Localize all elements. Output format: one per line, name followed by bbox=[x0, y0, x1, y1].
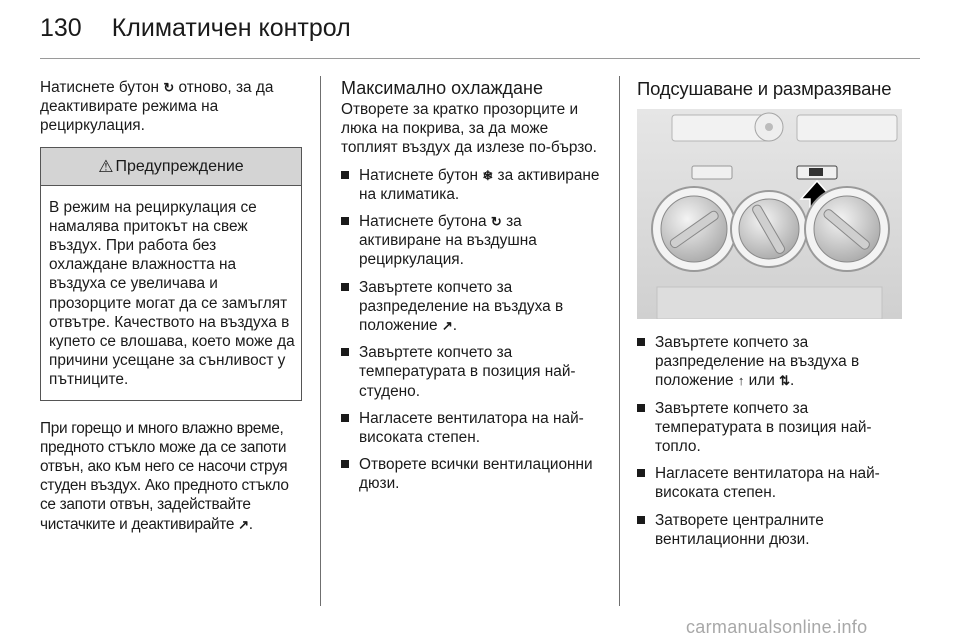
watermark: carmanualsonline.info bbox=[686, 617, 868, 637]
column-3 bbox=[637, 78, 902, 557]
bullet-square-icon bbox=[637, 404, 645, 412]
humid-weather-paragraph: При горещо и много влажно време, предното стъкло може да се запоти отвън, ако към него се насочи струя студен въздух. Ако предното стъкло се запоти отвън, задействайте чистачките и деактивирайте ↗. bbox=[40, 419, 289, 533]
bullet-square-icon bbox=[341, 414, 349, 422]
bullet-square-icon bbox=[341, 171, 349, 179]
defrost-footwell-icon: ⇅ bbox=[779, 373, 791, 389]
list-item: Нагласете вентилатора на най-високата степен. bbox=[637, 464, 902, 502]
warning-triangle-icon: ⚠ bbox=[98, 156, 114, 176]
bullet-square-icon bbox=[637, 338, 645, 346]
bullet-square-icon bbox=[341, 217, 349, 225]
column-divider-1 bbox=[320, 76, 321, 606]
page-header bbox=[40, 14, 351, 54]
climate-control-panel-image bbox=[637, 109, 902, 319]
header-divider bbox=[40, 58, 920, 59]
list-item: Завъртете копчето за температурата в позиция най-студено. bbox=[341, 343, 603, 401]
list-item: Завъртете копчето за температурата в позиция най-топло. bbox=[637, 399, 902, 457]
max-cooling-steps bbox=[341, 166, 603, 494]
column-1 bbox=[40, 78, 302, 545]
bullet-square-icon bbox=[637, 516, 645, 524]
list-item: Нагласете вентилатора на най-високата степен. bbox=[341, 409, 603, 447]
page-number: 130 bbox=[40, 14, 82, 42]
list-item: Завъртете копчето за разпределение на въздуха в положение ↑ или ⇅. bbox=[637, 333, 902, 391]
list-item: Завъртете копчето за разпределение на въздуха в положение ↗. bbox=[341, 278, 603, 336]
list-item: Натиснете бутона ↻ за активиране на въздушна рециркулация. bbox=[341, 212, 603, 270]
bullet-square-icon bbox=[341, 283, 349, 291]
recirculation-icon: ↻ bbox=[163, 80, 175, 95]
max-cooling-intro: Отворете за кратко прозорците и люка на покрива, за да може топлият въздух да излезе по-бързо. bbox=[341, 101, 597, 157]
warning-box bbox=[40, 147, 302, 401]
defrost-heading: Подсушаване и размразяване bbox=[637, 78, 892, 99]
list-item: Натиснете бутон ❄ за активиране на климатика. bbox=[341, 166, 603, 204]
max-cooling-heading: Максимално охлаждане bbox=[341, 78, 544, 98]
air-distribution-upper-icon: ↗ bbox=[238, 516, 249, 532]
intro-paragraph: Натиснете бутон ↻ отново, за да деактивирате режима на рециркулация. bbox=[40, 79, 274, 135]
recirculation-icon: ↻ bbox=[490, 214, 502, 230]
warning-heading: Предупреждение bbox=[115, 157, 244, 175]
defrost-steps bbox=[637, 333, 902, 549]
bullet-square-icon bbox=[341, 348, 349, 356]
bullet-square-icon bbox=[637, 469, 645, 477]
defrost-windscreen-icon: ↑ bbox=[737, 373, 745, 389]
list-item: Затворете централните вентилационни дюзи. bbox=[637, 511, 902, 549]
air-distribution-upper-icon: ↗ bbox=[441, 318, 453, 334]
ac-snowflake-icon: ❄ bbox=[482, 167, 494, 183]
warning-header bbox=[41, 148, 301, 186]
page-title: Климатичен контрол bbox=[111, 14, 351, 42]
column-divider-2 bbox=[619, 76, 620, 606]
list-item: Отворете всички вентилационни дюзи. bbox=[341, 455, 603, 493]
warning-text: В режим на рециркулация се намалява притокът на свеж въздух. При работа без охлаждане влажността на въздуха се увеличава и прозорците могат да се замъглят отвътре. Качеството на въздуха в купето се влошава, което може да причини усещане за сънливост у пътниците. bbox=[49, 198, 295, 389]
column-2 bbox=[341, 78, 603, 502]
bullet-square-icon bbox=[341, 460, 349, 468]
